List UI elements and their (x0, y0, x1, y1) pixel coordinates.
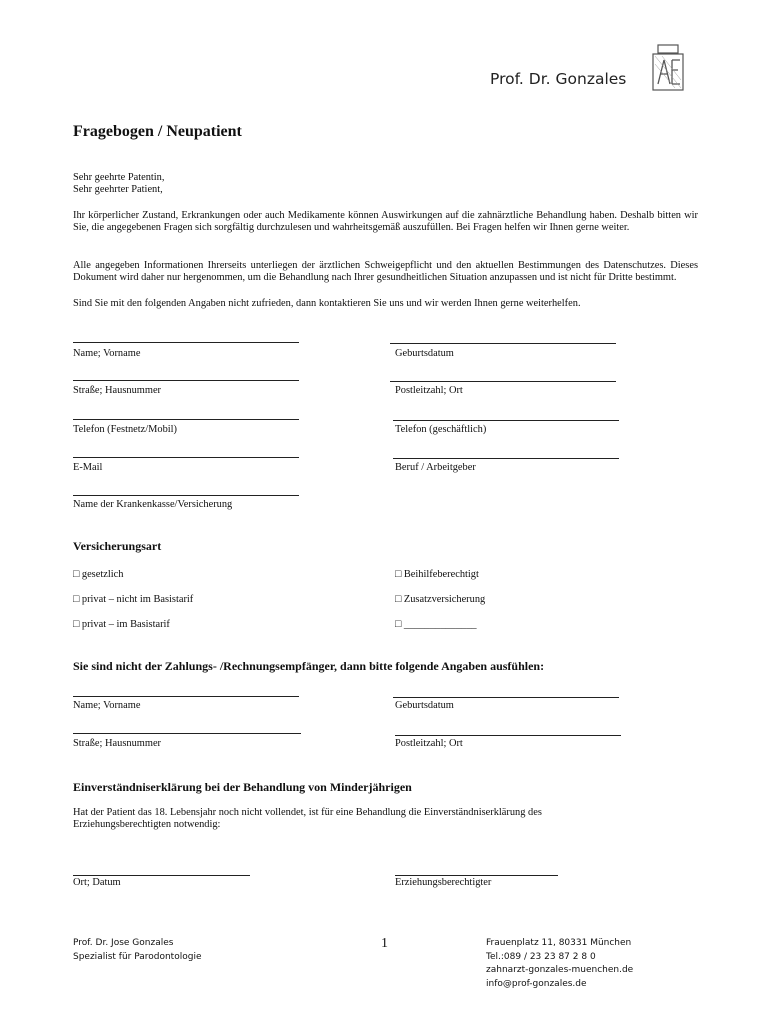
job-field-line[interactable] (393, 458, 619, 459)
guardian-field-line[interactable] (395, 875, 558, 876)
option-zusatzversicherung-checkbox[interactable]: □ Zusatzversicherung (395, 594, 486, 605)
footer-doctor-name: Prof. Dr. Jose Gonzales (73, 938, 174, 948)
phone-label: Telefon (Festnetz/Mobil) (73, 424, 178, 435)
payer-name-field-line[interactable] (73, 696, 299, 697)
payer-postal-field-line[interactable] (395, 735, 621, 736)
intro-paragraph-2: Alle angegeben Informationen Ihrerseits unterliegen der ärztlichen Schweigepflicht und den aktuellen Bestimmungen des Datenschutzes. Dieses Dokument wird daher nur hergenommen, um die Behandlung nach Ihrer gesundheitlichen Situation anzupassen und ist nicht für Dritte bestimmt. (73, 260, 698, 284)
intro-paragraph-3: Sind Sie mit den folgenden Angaben nicht zufrieden, dann kontaktieren Sie uns und wir werden Ihnen gerne weiterhelfen. (73, 298, 581, 309)
job-label: Beruf / Arbeitgeber (395, 462, 476, 473)
footer-right (486, 937, 633, 991)
payer-street-label: Straße; Hausnummer (73, 738, 162, 749)
phone-work-field-line[interactable] (393, 420, 619, 421)
email-label: E-Mail (73, 462, 103, 473)
name-label: Name; Vorname (73, 348, 141, 359)
footer-specialty: Spezialist für Parodontologie (73, 951, 202, 962)
email-field-line[interactable] (73, 457, 299, 458)
name-field-line[interactable] (73, 342, 299, 343)
intro-paragraph-1: Ihr körperlicher Zustand, Erkrankungen oder auch Medikamente können Auswirkungen auf die zahnärztliche Behandlung haben. Deshalb bitten wir Sie, die angegebenen Fragen sich sorgfältig durchzulesen und wahrheitsgemäß auszufüllen. Bei Fragen helfen wir Ihnen gerne weiter. (73, 210, 698, 234)
footer-website-link[interactable]: zahnarzt-gonzales-muenchen.de (486, 965, 634, 975)
postal-label: Postleitzahl; Ort (395, 385, 463, 396)
minors-text: Hat der Patient das 18. Lebensjahr noch nicht vollendet, ist für eine Behandlung die Einverständniserklärung des Erziehungsberechtigten notwendig: (73, 807, 542, 831)
birthdate-label: Geburtsdatum (395, 348, 454, 359)
insurance-type-heading: Versicherungsart (73, 539, 162, 553)
option-privat-nicht-basistarif-checkbox[interactable]: □ privat – nicht im Basistarif (73, 594, 194, 605)
payer-name-label: Name; Vorname (73, 700, 141, 711)
payer-postal-label: Postleitzahl; Ort (395, 738, 463, 749)
option-privat-basistarif-checkbox[interactable]: □ privat – im Basistarif (73, 619, 170, 630)
option-gesetzlich-checkbox[interactable]: □ gesetzlich (73, 569, 124, 580)
payer-street-field-line[interactable] (73, 733, 301, 734)
footer-address: Frauenplatz 11, 80331 München (486, 938, 632, 948)
guardian-label: Erziehungsberechtigter (395, 877, 492, 888)
brand-name: Prof. Dr. Gonzales (490, 70, 627, 88)
greeting-line-1: Sehr geehrte Patentin, (73, 172, 165, 183)
footer-phone: Tel.:089 / 23 23 87 2 8 0 (486, 951, 596, 962)
phone-work-label: Telefon (geschäftlich) (395, 424, 487, 435)
payer-heading: Sie sind nicht der Zahlungs- /Rechnungsempfänger, dann bitte folgende Angaben ausfühlen: (73, 659, 545, 673)
page-number: 1 (381, 936, 388, 951)
footer-email-link[interactable]: info@prof-gonzales.de (486, 978, 587, 989)
place-date-field-line[interactable] (73, 875, 250, 876)
birthdate-field-line[interactable] (390, 343, 616, 344)
page-title: Fragebogen / Neupatient (73, 123, 242, 140)
street-label: Straße; Hausnummer (73, 385, 162, 396)
option-beihilfe-checkbox[interactable]: □ Beihilfeberechtigt (395, 569, 479, 580)
insurance-name-label: Name der Krankenkasse/Versicherung (73, 499, 233, 510)
greeting-line-2: Sehr geehrter Patient, (73, 184, 163, 195)
postal-field-line[interactable] (390, 381, 616, 382)
tooth-logo-icon (650, 44, 686, 92)
payer-birthdate-field-line[interactable] (393, 697, 619, 698)
street-field-line[interactable] (73, 380, 299, 381)
phone-field-line[interactable] (73, 419, 299, 420)
footer-left (73, 937, 201, 964)
payer-birthdate-label: Geburtsdatum (395, 700, 454, 711)
minors-heading: Einverständniserklärung bei der Behandlung von Minderjährigen (73, 780, 412, 794)
place-date-label: Ort; Datum (73, 877, 121, 888)
option-other-checkbox[interactable]: □ ______________ (395, 619, 477, 630)
insurance-name-field-line[interactable] (73, 495, 299, 496)
